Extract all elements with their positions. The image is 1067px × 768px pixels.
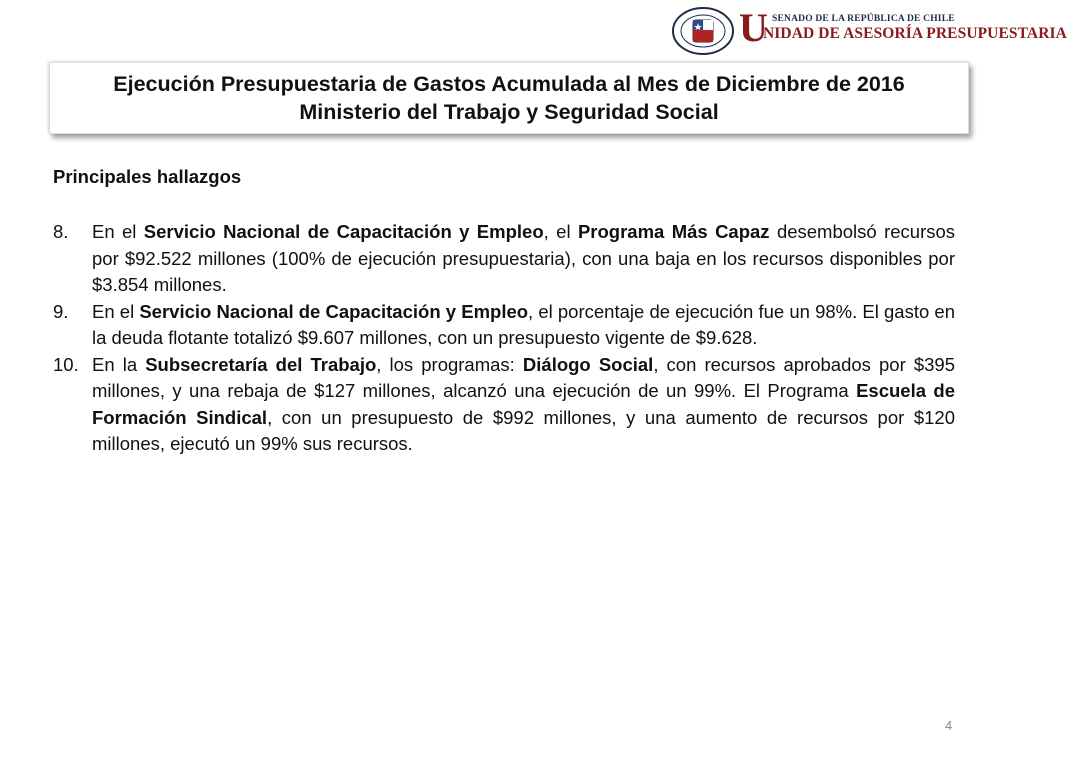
page-number: 4 <box>945 718 953 733</box>
finding-text-run: , los programas: <box>376 353 523 375</box>
finding-text-bold: Servicio Nacional de Capacitación y Empleo <box>139 300 529 322</box>
page-subtitle: Ministerio del Trabajo y Seguridad Social <box>299 100 719 124</box>
finding-text-bold: Servicio Nacional de Capacitación y Empleo <box>143 221 544 242</box>
finding-number: 10. <box>53 353 79 375</box>
page-title: Ejecución Presupuestaria de Gastos Acumulada al Mes de Diciembre de 2016 <box>113 72 905 96</box>
section-heading: Principales hallazgos <box>53 166 242 187</box>
finding-text <box>92 352 955 458</box>
finding-item <box>53 352 955 458</box>
senado-seal-icon <box>671 6 735 56</box>
finding-text-run: , el porcentaje de ejecución fue un 98%. El gasto en la deuda flotante totalizó $9.607 millones, con un presupuesto vigente de $9.628. <box>92 300 955 348</box>
logo-initial: U <box>739 5 768 50</box>
finding-text-run: , el <box>543 221 578 242</box>
finding-text-bold: Subsecretaría del Trabajo <box>145 353 377 375</box>
finding-text-run: En el <box>92 221 144 242</box>
finding-text-run: , con un presupuesto de $992 millones, y una aumento de recursos por $120 millones, ejecutó un 99% sus recursos. <box>92 406 955 454</box>
unidad-logo <box>739 5 1067 50</box>
finding-text-run: , con recursos aprobados por $395 millones, y una rebaja de $127 millones, alcanzó una ejecución de un 99%. El Programa <box>92 353 955 401</box>
title-box <box>49 62 969 134</box>
finding-text <box>92 299 955 352</box>
finding-text-run: desembolsó recursos por $92.522 millones (100% de ejecución presupuestaria), con una baja en los recursos disponibles por $3.854 millones. <box>92 221 956 295</box>
finding-text-run: En el <box>92 300 140 322</box>
finding-number: 8. <box>53 221 69 242</box>
finding-text-bold: Programa Más Capaz <box>577 221 770 242</box>
finding-text <box>92 219 955 299</box>
finding-text-bold: Escuela de Formación Sindical <box>92 380 955 428</box>
finding-item <box>53 219 955 299</box>
finding-item <box>53 299 955 352</box>
findings-list <box>53 219 955 458</box>
finding-number: 9. <box>53 300 69 322</box>
finding-text-run: En la <box>92 353 146 375</box>
finding-text-bold: Diálogo Social <box>522 353 654 375</box>
logo-unidad-line: NIDAD DE ASESORÍA PRESUPUESTARIA <box>763 25 1067 42</box>
logo-senado-line: SENADO DE LA REPÚBLICA DE CHILE <box>772 14 955 24</box>
